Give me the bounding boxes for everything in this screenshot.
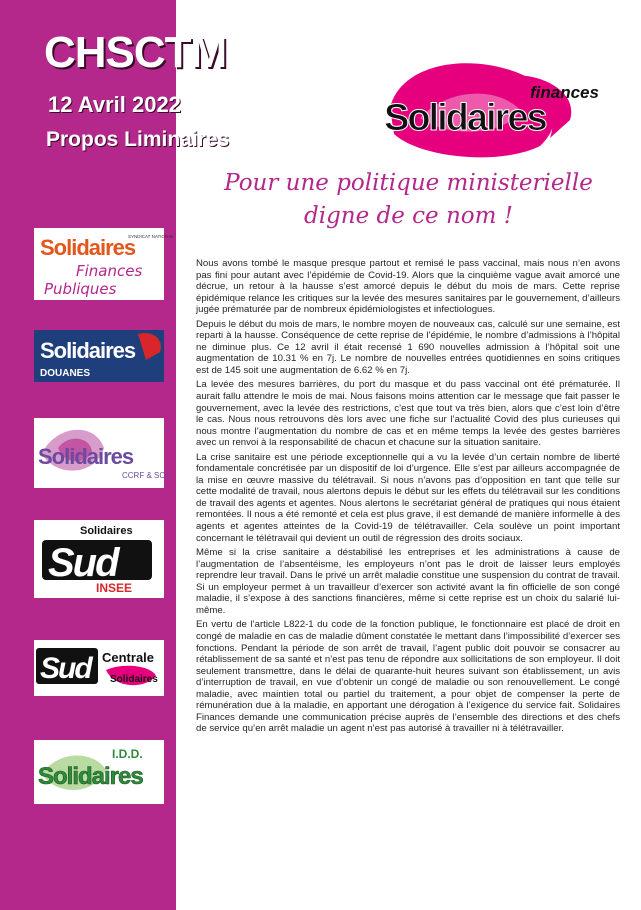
logo-ccrf-line1: Solidaires <box>38 444 134 469</box>
paragraph: Nous avons tombé le masque presque partout et remisé le pass vaccinal, mais nous n’en avons pas fini pour autant avec l’épidémie de Covid-19. Alors que la cinquième vague avait amorcé une décrue, un retour à la hausse s’est amorcé depuis le début du mois de mars. Cette reprise épidémique relance les critiques sur la levée des mesures sanitaires par le gouvernement, d’ailleurs jugée prématurée par de nombreux épidémiologistes et infectiologues. <box>196 258 620 316</box>
main-logo-art <box>380 48 620 163</box>
main-logo-line1: finances <box>530 83 599 102</box>
page-title: CHSCTM <box>44 28 227 77</box>
logo-sud-insee <box>34 520 164 598</box>
logo-solidaires-finances <box>380 48 620 163</box>
logo-sfp-top: SYNDICAT NATIONAL <box>128 234 174 239</box>
article-body <box>196 258 620 738</box>
logo-insee-line1: Solidaires <box>80 525 133 537</box>
logo-douanes-line2: DOUANES <box>40 368 91 379</box>
logo-solidaires-douanes <box>34 330 164 382</box>
paragraph: La levée des mesures barrières, du port du masque et du pass vaccinal ont été prématurée. Il aurait fallu attendre le mois de mai. Nous faisons moins attention car le message que fait passer le gouvernement, avec la levée des restrictions, c’est que tout va très bien, alors que c’est loin d’être le cas. Nous nous retrouvons dès lors avec une fiche sur l’actualité Covid des plus curieuses qui nous montre l’augmentation du nombre de cas et en même temps la levée des gestes barrières avec un renvoi à la responsabilité de chacun et chacune sur la situation sanitaire. <box>196 379 620 449</box>
paragraph: Depuis le début du mois de mars, le nombre moyen de nouveaux cas, calculé sur une semaine, est reparti à la hausse. Conséquence de cette reprise de l’épidémie, le nombre d’admissions à l’hôpital ne diminue plus. Ce 12 avril il était recensé 1 690 nouvelles admission à l’hôpital soit une augmentation de 10.31 % en 7j. Le nombre de nouvelles entrées quotidiennes en soins critiques est de 145 soit une augmentation de 6.62 % en 7j. <box>196 318 620 376</box>
logo-centrale-line3: Solidaires <box>110 674 158 685</box>
headline-line-2: digne de ce nom ! <box>303 203 513 229</box>
logo-idd-art <box>34 740 164 804</box>
meeting-date: 12 Avril 2022 <box>48 92 181 117</box>
logo-ccrf-line2: CCRF & SCL <box>122 471 170 480</box>
logo-sfp-line1: Solidaires <box>40 235 136 260</box>
paragraph: La crise sanitaire est une période exceptionnelle qui a vu la levée d’un certain nombre de liberté fondamentale concrétisée par un dispositif de loi d’urgence. Elle s’est par ailleurs accompagnée de la mise en œuvre massive du télétravail. Si nous n’avons pas d’opposition en tant que telle sur cette modalité de travail, nous alertons depuis le début sur les effets du télétravail sur les conditions de travail des agents et agentes. Nous alertons le secrétariat général de pratiques qui nous étaient remontées. Il nous a été remonté et cela est plus grave, il est demandé de manière informelle à des agents et agentes atteintes de la Covid-19 de télétravailler. Cela soulève un point important concernant le télétravail qui devient un outil de régression des droits sociaux. <box>196 451 620 544</box>
logo-solidaires-idd <box>34 740 164 804</box>
logo-sfp-art <box>34 228 174 300</box>
headline-line-1: Pour une politique ministerielle <box>224 170 593 196</box>
logo-centrale-line1: Sud <box>40 652 91 685</box>
logo-centrale-art <box>34 640 164 696</box>
paragraph: En vertu de l’article L822-1 du code de la fonction publique, le fonctionnaire est placé de droit en congé de maladie en cas de maladie dûment constatée le mettant dans l’impossibilité d’exercer ses fonctions. Pendant la période de son arrêt de travail, l’agent public doit pouvoir se consacrer au rétablissement de sa santé et n’est pas tenu de répondre aux sollicitations de son employeur. Il doit seulement transmettre, dans le délai de quarante-huit heures suivant son établissement, un avis d’interruption de travail, en vue d’obtenir un congé de maladie ou son renouvellement. Le congé maladie, avec maintien total ou partiel du traitement, a pour objet de compenser la perte de rémunération due à la maladie, en apportant une dérogation à l’exigence du service fait. Solidaires Finances demande une communication précise auprès de l’ensemble des directions et des chefs de service qu’en arrêt maladie un agent n’est pas autorisé à travailler ni à télétravailler. <box>196 619 620 735</box>
logo-insee-line2: Sud <box>48 541 118 585</box>
logo-solidaires-ccrf <box>34 418 170 488</box>
logo-douanes-line1: Solidaires <box>40 338 136 363</box>
logo-idd-line1: I.D.D. <box>112 747 143 761</box>
logo-sfp-line3: Publiques <box>44 280 117 298</box>
logo-insee-art <box>34 520 164 598</box>
paragraph: Même si la crise sanitaire a déstabilisé les entreprises et les administrations à cause de l’augmentation de l’absentéisme, les employeurs n’ont pas le droit de laisser leurs employés reprendre leur travail. Dans le privé un arrêt maladie constitue une suspension du contrat de travail. Si un employeur permet à un travailleur d’exercer son activité avant la fin officielle de son congé maladie, il s’expose à des sanctions financières, même si cette reprise est un choix du salarié lui-même. <box>196 547 620 616</box>
logo-sfp-line2: Finances <box>76 262 143 280</box>
main-logo-line2: Solidaires <box>384 97 546 139</box>
logo-centrale-line2: Centrale <box>102 650 155 665</box>
logo-solidaires-finances-publiques <box>34 228 174 300</box>
logo-ccrf-art <box>34 418 170 488</box>
logo-idd-line2: Solidaires <box>38 763 143 790</box>
logo-insee-line3: INSEE <box>96 581 133 595</box>
page-subtitle: Propos Liminaires <box>46 128 230 151</box>
logo-sud-centrale <box>34 640 164 696</box>
logo-douanes-art <box>34 330 164 382</box>
